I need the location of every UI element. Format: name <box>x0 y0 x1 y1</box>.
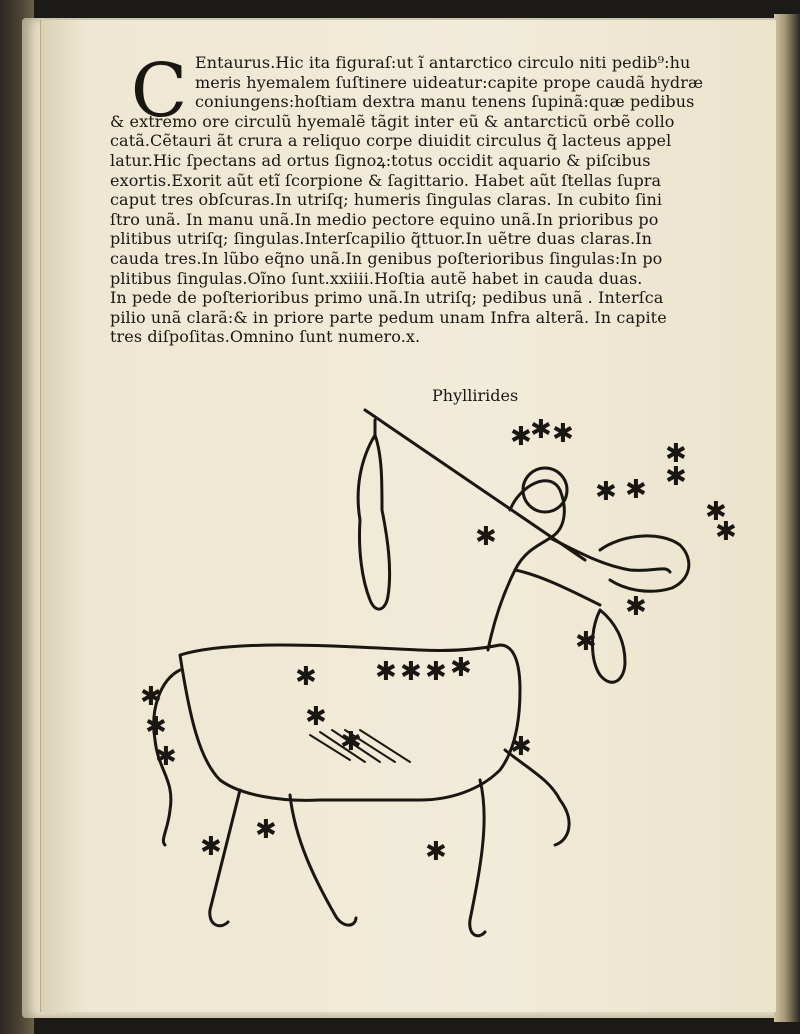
star-icon: ✱ <box>705 497 727 527</box>
text-line: meris hyemalem ſuſtinere uideatur:capite prope caudã hydræ <box>195 72 704 92</box>
star-icon: ✱ <box>340 727 362 757</box>
front-leg-raised <box>505 750 569 845</box>
star-icon: ✱ <box>510 422 532 452</box>
star-icon: ✱ <box>552 419 574 449</box>
text-line: & extremo ore circulũ hyemalẽ tãgit inter eũ & antarcticũ orbẽ collo <box>110 111 675 131</box>
star-icon: ✱ <box>375 657 397 687</box>
star-icon: ✱ <box>140 682 162 712</box>
text-line: plitibus ſingulas.Oĩno ſunt.xxiiii.Hoſtia autẽ habet in cauda duas. <box>110 268 643 288</box>
star-icon: ✱ <box>425 657 447 687</box>
star-icon: ✱ <box>665 439 687 469</box>
lamp <box>593 610 626 682</box>
text-line: In pede de poſterioribus primo unã.In utriſq; pedibus unã . Interſca <box>110 288 664 308</box>
centaur-woodcut-illustration <box>120 400 740 960</box>
star-icon: ✱ <box>155 742 177 772</box>
star-icon: ✱ <box>510 732 532 762</box>
star-icon: ✱ <box>200 832 222 862</box>
text-line: cauda tres.In lũbo eq̃no unã.In genibus poſterioribus ſingulas:In po <box>110 248 663 268</box>
page-edges <box>774 14 800 1022</box>
text-line: exortis.Exorit aũt etĩ ſcorpione & ſagittario. Habet aũt ſtellas ſupra <box>110 170 662 190</box>
text-line: pilio unã clarã:& in priore parte pedum unam Infra alterã. In capite <box>110 307 667 327</box>
star-icon: ✱ <box>450 653 472 683</box>
star-icon: ✱ <box>475 522 497 552</box>
star-icon: ✱ <box>595 477 617 507</box>
front-leg <box>470 780 485 936</box>
star-icon: ✱ <box>425 837 447 867</box>
text-line: catã.Cẽtauri ãt crura a reliquo corpe diuidit circulus q̃ lacteus appel <box>110 131 672 151</box>
centaur-torso <box>488 481 564 650</box>
text-line: ſtro unã. In manu unã.In medio pectore equino unã.In prioribus po <box>110 209 659 229</box>
text-line: latur.Hic ſpectans ad ortus ſignoꝝ:totus occidit aquario & piſcibus <box>110 150 651 170</box>
text-line: tres diſpoſitas.Omnino ſunt numero.x. <box>110 327 421 347</box>
star-icon: ✱ <box>715 517 737 547</box>
star-icon: ✱ <box>305 702 327 732</box>
hanging-hare <box>358 435 389 609</box>
star-icon: ✱ <box>530 415 552 445</box>
text-line: coniungens:hoſtiam dextra manu tenens ſupinã:quæ pedibus <box>195 92 695 112</box>
star-icon: ✱ <box>575 627 597 657</box>
drop-cap: C <box>130 48 188 134</box>
back-leg <box>290 795 356 925</box>
star-icon: ✱ <box>665 462 687 492</box>
text-line: caput tres obſcuras.In utriſq; humeris ſingulas claras. In cubito ſini <box>110 190 663 210</box>
star-icon: ✱ <box>145 712 167 742</box>
star-icon: ✱ <box>625 475 647 505</box>
star-icon: ✱ <box>295 662 317 692</box>
body-text <box>110 48 730 347</box>
text-line: Entaurus.Hic ita figuraſ:ut ĩ antarctico circulo niti pedib⁹:hu <box>195 53 691 72</box>
star-icon: ✱ <box>625 592 647 622</box>
hostia-animal <box>600 536 689 591</box>
star-icon: ✱ <box>255 815 277 845</box>
text-line: plitibus utriſq; ſingulas.Interſcapilio q̃ttuor.In uẽtre duas claras.In <box>110 229 652 249</box>
figure-caption: Phyllirides <box>432 386 519 405</box>
star-icon: ✱ <box>400 657 422 687</box>
